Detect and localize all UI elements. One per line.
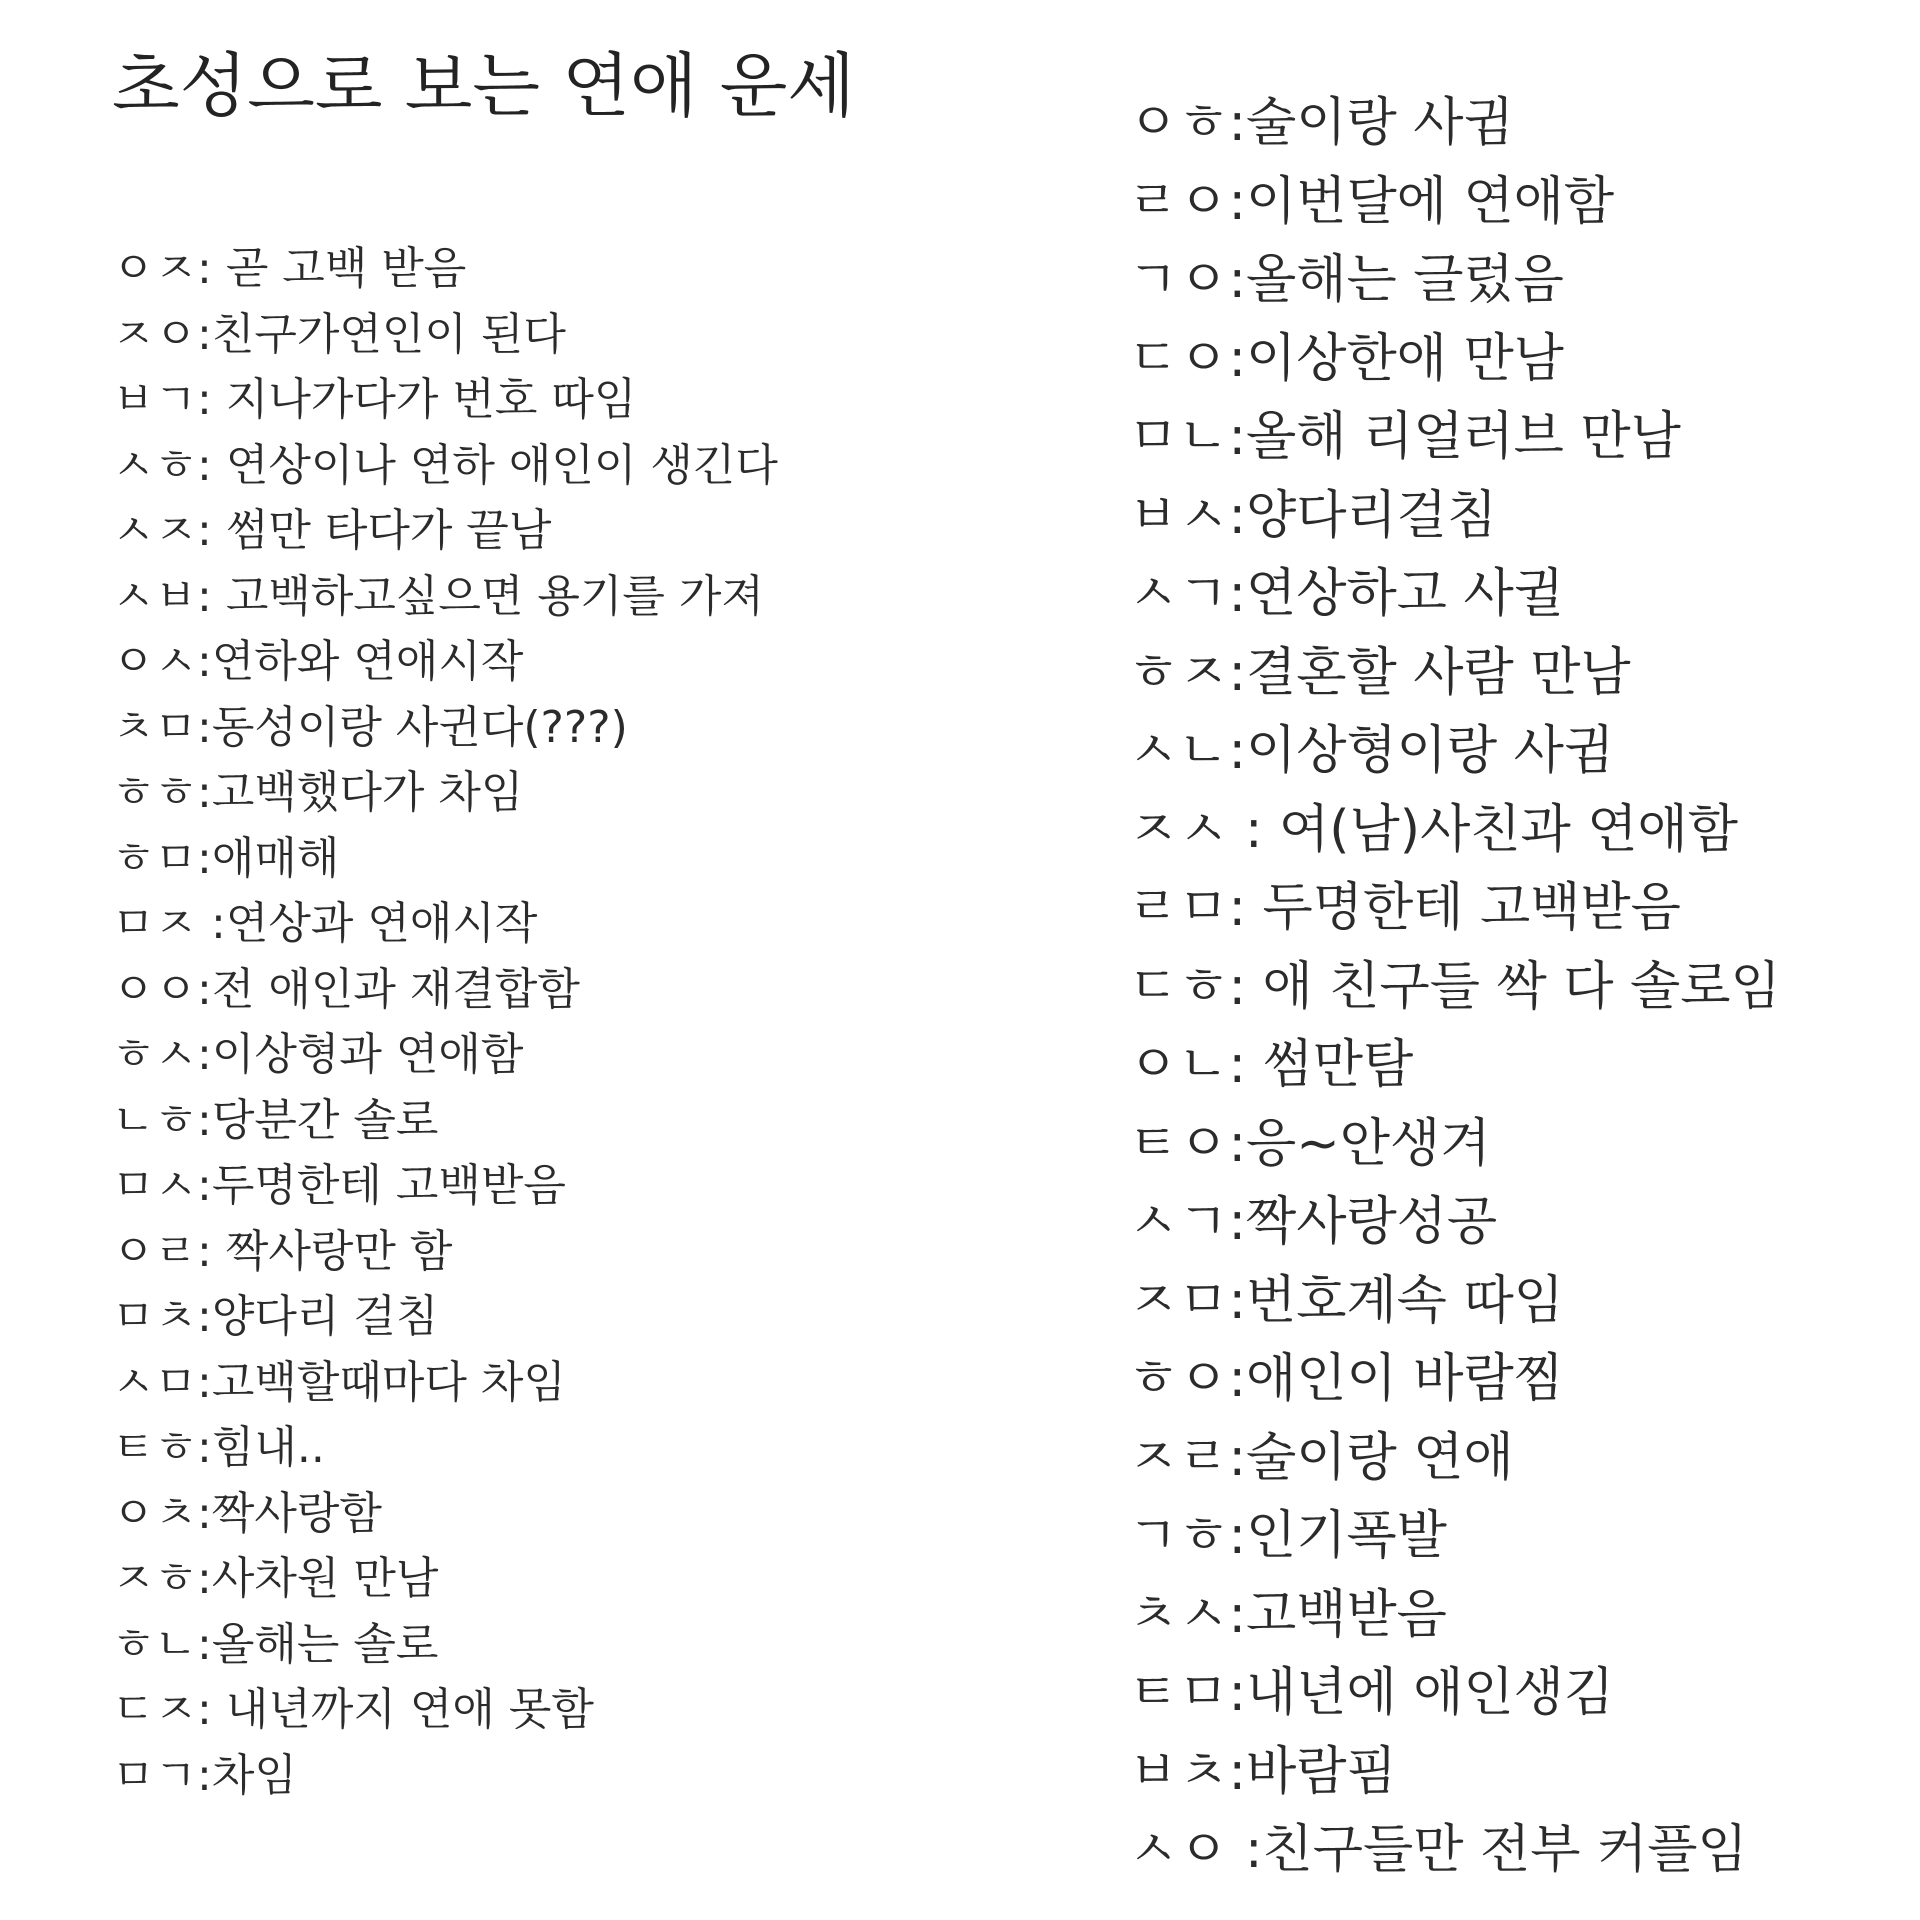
fortune-entry: ㅌㅇ:응~안생겨 bbox=[1128, 1113, 1491, 1174]
fortune-entry: ㅅㄱ:연상하고 사귈 bbox=[1128, 564, 1564, 624]
fortune-entry: ㄴㅎ:당분간 솔로 bbox=[112, 1094, 439, 1146]
fortune-entry: ㅇㅈ: 곧 고백 받음 bbox=[112, 243, 467, 294]
left-fortune-list bbox=[112, 236, 778, 1808]
fortune-entry: ㅅㅇ :친구들만 전부 커플임 bbox=[1128, 1820, 1748, 1880]
fortune-entry: ㅅㅈ: 썸만 타다가 끝남 bbox=[112, 505, 552, 556]
fortune-entry: ㅌㅎ:힘내.. bbox=[112, 1422, 325, 1473]
fortune-entry: ㅁㅊ:양다리 걸침 bbox=[112, 1291, 439, 1342]
fortune-entry: ㅈㅁ:번호계속 따임 bbox=[1128, 1270, 1564, 1331]
fortune-entry: ㅎㅅ:이상형과 연애함 bbox=[112, 1029, 524, 1080]
fortune-entry: ㅅㄴ:이상형이랑 사귐 bbox=[1128, 721, 1615, 781]
right-fortune-list bbox=[1128, 84, 1781, 1890]
fortune-entry: ㅂㅊ:바람핌 bbox=[1128, 1741, 1397, 1802]
fortune-entry: ㅂㄱ: 지나가다가 번호 따임 bbox=[112, 374, 637, 425]
page-title: 초성으로 보는 연애 운세 bbox=[112, 45, 855, 127]
fortune-entry: ㅈㅎ:사차원 만남 bbox=[112, 1553, 439, 1604]
fortune-entry: ㄷㅇ:이상한애 만남 bbox=[1128, 328, 1564, 389]
fortune-entry: ㅎㄴ:올해는 솔로 bbox=[112, 1618, 439, 1670]
fortune-entry: ㅇㅎ:술이랑 사귐 bbox=[1128, 93, 1514, 153]
fortune-entry: ㅇㄴ: 썸만탐 bbox=[1128, 1035, 1414, 1095]
fortune-entry: ㅎㅇ:애인이 바람찜 bbox=[1128, 1349, 1564, 1409]
fortune-entry: ㅊㅁ:동성이랑 사귄다(???) bbox=[112, 701, 628, 753]
fortune-entry: ㅅㅂ: 고백하고싶으면 용기를 가져 bbox=[112, 570, 764, 622]
fortune-entry: ㄷㅈ: 내년까지 연애 못함 bbox=[112, 1684, 594, 1735]
fortune-entry: ㅈㅅ : 여(남)사친과 연애함 bbox=[1128, 799, 1739, 860]
fortune-entry: ㅅㄱ:짝사랑성공 bbox=[1128, 1192, 1498, 1252]
fortune-entry: ㄷㅎ: 애 친구들 싹 다 솔로임 bbox=[1128, 956, 1781, 1017]
fortune-entry: ㅁㅅ:두명한테 고백받음 bbox=[112, 1160, 566, 1211]
fortune-entry: ㄱㅎ:인기폭발 bbox=[1128, 1506, 1447, 1566]
fortune-entry: ㄹㅇ:이번달에 연애함 bbox=[1128, 171, 1615, 232]
fortune-entry: ㅊㅅ:고백받음 bbox=[1128, 1584, 1447, 1645]
fortune-entry: ㅁㄴ:올해 리얼러브 만남 bbox=[1128, 407, 1681, 467]
fortune-entry: ㅇㅊ:짝사랑함 bbox=[112, 1487, 382, 1539]
fortune-entry: ㄹㅁ: 두명한테 고백받음 bbox=[1128, 878, 1681, 938]
fortune-entry: ㅎㅈ:결혼할 사람 만남 bbox=[1128, 642, 1631, 703]
fortune-entry: ㅈㄹ:술이랑 연애 bbox=[1128, 1427, 1514, 1488]
fortune-entry: ㅈㅇ:친구가연인이 된다 bbox=[112, 308, 566, 360]
fortune-entry: ㄱㅇ:올해는 글렀음 bbox=[1128, 250, 1564, 310]
fortune-entry: ㅅㅁ:고백할때마다 차임 bbox=[112, 1356, 566, 1408]
fortune-entry: ㅁㅈ :연상과 연애시작 bbox=[112, 898, 538, 949]
fortune-entry: ㅇㅅ:연하와 연애시작 bbox=[112, 636, 524, 687]
fortune-entry: ㅇㄹ: 짝사랑만 함 bbox=[112, 1225, 453, 1277]
fortune-entry: ㅁㄱ:차임 bbox=[112, 1749, 297, 1801]
fortune-entry: ㅎㅁ:애매해 bbox=[112, 832, 340, 884]
fortune-entry: ㅎㅎ:고백했다가 차임 bbox=[112, 767, 524, 818]
fortune-entry: ㅇㅇ:전 애인과 재결합함 bbox=[112, 963, 580, 1015]
fortune-entry: ㅅㅎ: 연상이나 연하 애인이 생긴다 bbox=[112, 439, 778, 491]
fortune-entry: ㅌㅁ:내년에 애인생김 bbox=[1128, 1663, 1615, 1723]
fortune-entry: ㅂㅅ:양다리걸침 bbox=[1128, 485, 1498, 546]
